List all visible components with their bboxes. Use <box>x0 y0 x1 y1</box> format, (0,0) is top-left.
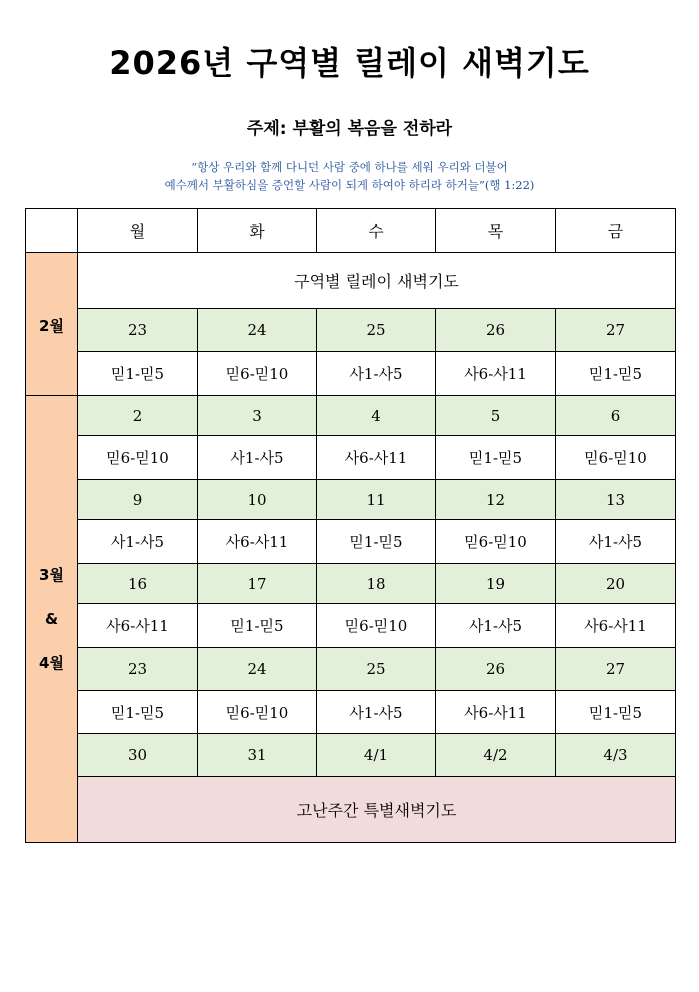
day-header-wed: 수 <box>317 209 436 253</box>
date-cell: 24 <box>198 648 317 691</box>
group-cell: 믿1-믿5 <box>436 436 556 480</box>
month-mar: 3월 <box>39 566 64 584</box>
date-cell: 3 <box>198 396 317 436</box>
group-cell: 사1-사5 <box>436 604 556 648</box>
week1-group-row <box>26 436 676 480</box>
relay-banner: 구역별 릴레이 새벽기도 <box>78 253 676 309</box>
group-cell: 믿6-믿10 <box>198 691 317 734</box>
date-cell: 30 <box>78 734 198 777</box>
date-cell: 12 <box>436 480 556 520</box>
date-cell: 17 <box>198 564 317 604</box>
week2-date-row <box>26 480 676 520</box>
verse-line-1: “항상 우리와 함께 다니던 사람 중에 하나를 세워 우리와 더불어 <box>191 160 508 174</box>
date-cell: 20 <box>556 564 676 604</box>
week4-date-row <box>26 648 676 691</box>
date-cell: 10 <box>198 480 317 520</box>
group-cell: 사1-사5 <box>317 352 436 396</box>
schedule-table <box>25 208 676 843</box>
date-cell: 11 <box>317 480 436 520</box>
date-cell: 27 <box>556 309 676 352</box>
date-cell: 31 <box>198 734 317 777</box>
group-cell: 사6-사11 <box>556 604 676 648</box>
date-cell: 23 <box>78 309 198 352</box>
group-cell: 사6-사11 <box>436 691 556 734</box>
group-cell: 믿6-믿10 <box>556 436 676 480</box>
date-cell: 25 <box>317 309 436 352</box>
month-mar-apr <box>26 396 78 843</box>
theme-subtitle: 주제: 부활의 복음을 전하라 <box>246 119 453 139</box>
group-cell: 믿1-믿5 <box>78 691 198 734</box>
week3-group-row <box>26 604 676 648</box>
group-cell: 믿6-믿10 <box>317 604 436 648</box>
holy-week-banner-row <box>26 777 676 843</box>
group-cell: 믿6-믿10 <box>436 520 556 564</box>
date-cell: 4/2 <box>436 734 556 777</box>
group-cell: 믿6-믿10 <box>198 352 317 396</box>
week1-date-row <box>26 396 676 436</box>
bible-verse <box>0 158 699 194</box>
date-cell: 26 <box>436 648 556 691</box>
date-cell: 18 <box>317 564 436 604</box>
date-cell: 4/3 <box>556 734 676 777</box>
day-header-tue: 화 <box>198 209 317 253</box>
feb-banner-row <box>26 253 676 309</box>
week2-group-row <box>26 520 676 564</box>
date-cell: 5 <box>436 396 556 436</box>
holy-week-date-row <box>26 734 676 777</box>
group-cell: 믿1-믿5 <box>556 352 676 396</box>
group-cell: 믿6-믿10 <box>78 436 198 480</box>
group-cell: 사1-사5 <box>317 691 436 734</box>
month-feb: 2월 <box>26 253 78 396</box>
date-cell: 6 <box>556 396 676 436</box>
group-cell: 사6-사11 <box>78 604 198 648</box>
date-cell: 19 <box>436 564 556 604</box>
day-header-fri: 금 <box>556 209 676 253</box>
group-cell: 믿1-믿5 <box>317 520 436 564</box>
group-cell: 믿1-믿5 <box>556 691 676 734</box>
day-header-mon: 월 <box>78 209 198 253</box>
date-cell: 9 <box>78 480 198 520</box>
date-cell: 4 <box>317 396 436 436</box>
date-cell: 25 <box>317 648 436 691</box>
group-cell: 믿1-믿5 <box>198 604 317 648</box>
group-cell: 사6-사11 <box>436 352 556 396</box>
header-row <box>26 209 676 253</box>
corner-cell <box>26 209 78 253</box>
page-title: 2026년 구역별 릴레이 새벽기도 <box>109 44 590 82</box>
month-ampersand: & <box>44 610 59 628</box>
date-cell: 24 <box>198 309 317 352</box>
group-cell: 사1-사5 <box>78 520 198 564</box>
group-cell: 사1-사5 <box>556 520 676 564</box>
week3-date-row <box>26 564 676 604</box>
date-cell: 23 <box>78 648 198 691</box>
group-cell: 사6-사11 <box>317 436 436 480</box>
day-header-thu: 목 <box>436 209 556 253</box>
group-cell: 사6-사11 <box>198 520 317 564</box>
date-cell: 13 <box>556 480 676 520</box>
group-cell: 사1-사5 <box>198 436 317 480</box>
feb-group-row <box>26 352 676 396</box>
holy-week-banner: 고난주간 특별새벽기도 <box>78 777 676 843</box>
week4-group-row <box>26 691 676 734</box>
date-cell: 27 <box>556 648 676 691</box>
date-cell: 2 <box>78 396 198 436</box>
date-cell: 4/1 <box>317 734 436 777</box>
date-cell: 26 <box>436 309 556 352</box>
feb-date-row <box>26 309 676 352</box>
group-cell: 믿1-믿5 <box>78 352 198 396</box>
date-cell: 16 <box>78 564 198 604</box>
verse-line-2: 예수께서 부활하심을 증언할 사람이 되게 하여야 하리라 하거늘”(행 1:22) <box>164 178 535 192</box>
month-apr: 4월 <box>39 654 64 672</box>
